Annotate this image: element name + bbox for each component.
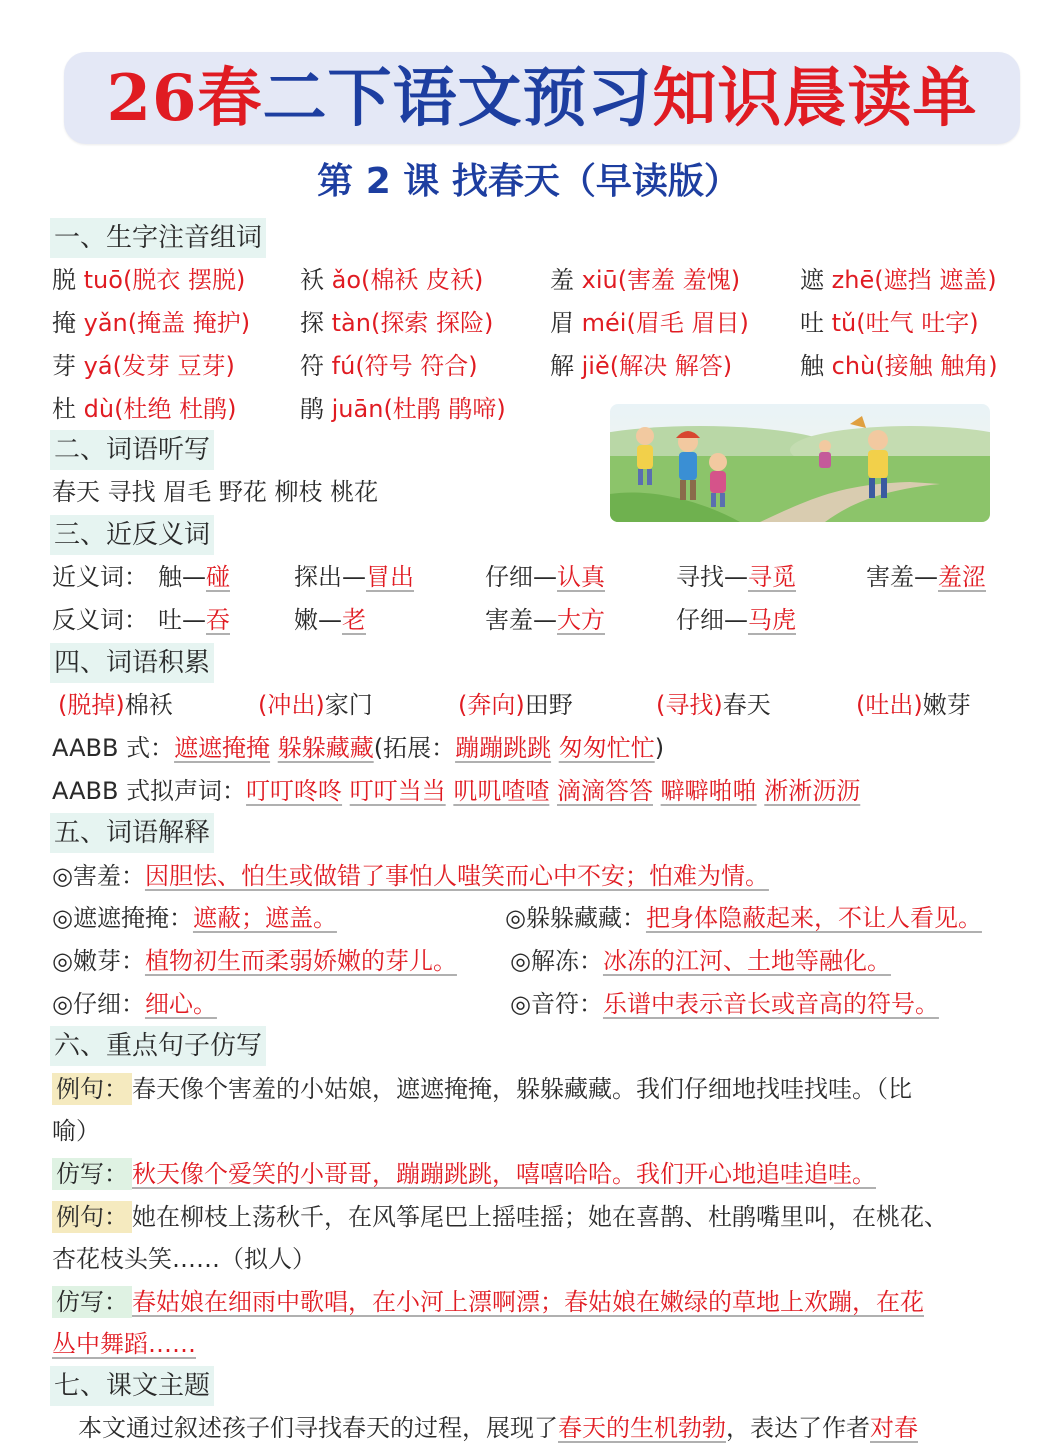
onomatopoeia-word: 噼噼啪啪 xyxy=(660,777,757,805)
pinyin: juān xyxy=(331,395,384,423)
definition-item xyxy=(52,898,337,938)
pinyin: jiě xyxy=(581,352,610,380)
imitation-text: 秋天像个爱笑的小哥哥，蹦蹦跳跳，嘻嘻哈哈。我们开心地追哇追哇。 xyxy=(132,1160,876,1188)
word-examples: (害羞 羞愧) xyxy=(617,266,741,294)
definition-text: 遮蔽；遮盖。 xyxy=(192,904,337,932)
imitation-text-cont: 丛中舞蹈…… xyxy=(52,1330,196,1358)
word-examples: (探索 探险) xyxy=(370,309,494,337)
word-examples: (符号 符合) xyxy=(355,352,478,380)
phrase-pair xyxy=(458,685,573,725)
page-title xyxy=(64,56,1020,142)
pair-answer: 冒出 xyxy=(366,563,414,591)
character-entry xyxy=(52,303,250,343)
ant-pair xyxy=(158,600,230,640)
example-sentence-2 xyxy=(52,1197,948,1237)
onomatopoeia-word: 滴滴答答 xyxy=(556,777,653,805)
character-entry xyxy=(52,346,235,386)
example-label: 例句： xyxy=(52,1201,132,1233)
example-text: 春天像个害羞的小姑娘，遮遮掩掩，躲躲藏藏。我们仔细地找哇找哇。（比 xyxy=(132,1075,912,1103)
definition-item xyxy=(52,941,457,981)
example-label: 例句： xyxy=(52,1073,132,1105)
syn-pair xyxy=(294,557,414,597)
pinyin: méi xyxy=(581,309,627,337)
aabb-word: 遮遮掩掩 xyxy=(174,734,271,762)
pair-word: 触— xyxy=(158,563,206,591)
example-sentence-2-cont: 杏花枝头笑……（拟人） xyxy=(52,1245,316,1273)
pinyin: tàn xyxy=(331,309,371,337)
phrase-pair xyxy=(258,685,373,725)
dictation-words: 春天 寻找 眉毛 野花 柳枝 桃花 xyxy=(52,478,379,506)
imitation-sentence-2 xyxy=(52,1282,924,1322)
imitation-text: 春姑娘在细雨中歌唱，在小河上漂啊漂；春姑娘在嫩绿的草地上欢蹦，在花 xyxy=(132,1288,924,1316)
extension-open: (拓展： xyxy=(373,734,456,762)
section-3-heading: 三、近反义词 xyxy=(50,515,214,555)
pinyin: yá xyxy=(83,352,113,380)
character: 掩 xyxy=(52,309,76,337)
definition-term: ◎害羞： xyxy=(52,862,145,890)
pair-answer: 碰 xyxy=(206,563,230,591)
pair-answer: 认真 xyxy=(557,563,605,591)
phrase-verb: (寻找) xyxy=(656,691,723,719)
phrase-object: 嫩芽 xyxy=(922,691,971,719)
definition-term: ◎躲躲藏藏： xyxy=(505,904,646,932)
pinyin: zhē xyxy=(831,266,875,294)
imitation-sentence-1 xyxy=(52,1154,876,1194)
extension-close: ) xyxy=(654,734,665,762)
syn-pair xyxy=(485,557,605,597)
definition-text: 因胆怯、怕生或做错了事怕人嗤笑而心中不安；怕难为情。 xyxy=(144,862,769,890)
syn-label: 近义词： xyxy=(52,563,148,591)
definition-term: ◎嫩芽： xyxy=(52,947,145,975)
character: 芽 xyxy=(52,352,76,380)
character-entry xyxy=(52,260,245,300)
definition-item xyxy=(510,941,891,981)
phrase-verb: (吐出) xyxy=(856,691,923,719)
aabb-label: AABB 式： xyxy=(52,734,175,762)
onomatopoeia-word: 淅淅沥沥 xyxy=(764,777,861,805)
title-part-2: 二下语文预习 xyxy=(262,61,653,136)
character: 符 xyxy=(300,352,324,380)
extension-word: 匆匆忙忙 xyxy=(558,734,655,762)
syn-pair xyxy=(676,557,796,597)
pair-word: 害羞— xyxy=(866,563,938,591)
syn-pair xyxy=(866,557,986,597)
character-entry xyxy=(300,303,493,343)
spring-scene-image xyxy=(610,404,990,522)
character-entry xyxy=(550,260,740,300)
pinyin: tuō xyxy=(83,266,123,294)
character-entry xyxy=(300,346,478,386)
section-6-heading: 六、重点句子仿写 xyxy=(50,1026,266,1066)
character: 眉 xyxy=(550,309,574,337)
word-examples: (解决 解答) xyxy=(609,352,733,380)
word-examples: (吐气 吐字) xyxy=(856,309,979,337)
syn-pair xyxy=(158,557,230,597)
definition-item xyxy=(505,898,982,938)
pinyin: chù xyxy=(831,352,876,380)
title-part-1: 26春 xyxy=(106,61,263,136)
word-examples: (脱衣 摆脱) xyxy=(122,266,246,294)
onomatopoeia-label: AABB 式拟声词： xyxy=(52,777,247,805)
phrase-pair xyxy=(58,685,173,725)
phrase-verb: (冲出) xyxy=(258,691,325,719)
pair-answer: 大方 xyxy=(557,606,605,634)
character: 触 xyxy=(800,352,824,380)
section-4-heading: 四、词语积累 xyxy=(50,643,214,683)
character-entry xyxy=(52,389,236,429)
onomatopoeia-word: 叮叮当当 xyxy=(349,777,446,805)
pinyin: ǎo xyxy=(331,266,362,294)
character-entry xyxy=(300,260,483,300)
pinyin: tǔ xyxy=(831,309,857,337)
character: 羞 xyxy=(550,266,574,294)
pair-answer: 老 xyxy=(342,606,366,634)
pinyin: xiū xyxy=(581,266,618,294)
pair-word: 仔细— xyxy=(485,563,557,591)
word-examples: (杜鹃 鹃啼) xyxy=(383,395,506,423)
onomatopoeia-word: 叮叮咚咚 xyxy=(246,777,343,805)
definition-item xyxy=(52,984,217,1024)
pair-word: 害羞— xyxy=(485,606,557,634)
ant-pair xyxy=(485,600,605,640)
word-examples: (掩盖 掩护) xyxy=(127,309,251,337)
word-examples: (发芽 豆芽) xyxy=(112,352,235,380)
pair-answer: 吞 xyxy=(206,606,230,634)
definition-term: ◎遮遮掩掩： xyxy=(52,904,193,932)
definition-item xyxy=(510,984,939,1024)
example-sentence-1-cont: 喻） xyxy=(52,1117,100,1145)
section-1-heading: 一、生字注音组词 xyxy=(50,218,266,258)
phrase-object: 家门 xyxy=(324,691,373,719)
example-sentence-1 xyxy=(52,1069,912,1109)
definition-text: 冰冻的江河、土地等融化。 xyxy=(602,947,891,975)
section-2-heading: 二、词语听写 xyxy=(50,430,214,470)
pair-answer: 寻觅 xyxy=(748,563,796,591)
section-5-heading: 五、词语解释 xyxy=(50,813,214,853)
definition-item xyxy=(52,856,769,896)
phrase-object: 田野 xyxy=(524,691,573,719)
character: 鹃 xyxy=(300,395,324,423)
character: 杜 xyxy=(52,395,76,423)
phrase-object: 棉袄 xyxy=(124,691,173,719)
pinyin: fú xyxy=(331,352,356,380)
word-examples: (棉袄 皮袄) xyxy=(361,266,484,294)
aabb-word: 躲躲藏藏 xyxy=(277,734,374,762)
section-7-heading: 七、课文主题 xyxy=(50,1366,214,1406)
character-entry xyxy=(550,303,749,343)
example-text: 她在柳枝上荡秋千，在风筝尾巴上摇哇摇；她在喜鹊、杜鹃嘴里叫，在桃花、 xyxy=(132,1203,948,1231)
ant-pair xyxy=(676,600,796,640)
extension-word: 蹦蹦跳跳 xyxy=(455,734,552,762)
theme-text-part: 本文通过叙述孩子们寻找春天的过程，展现了 xyxy=(78,1414,558,1442)
pinyin: yǎn xyxy=(83,309,128,337)
character-entry xyxy=(550,346,732,386)
definition-text: 细心。 xyxy=(144,990,217,1018)
character: 脱 xyxy=(52,266,76,294)
ant-pair xyxy=(294,600,366,640)
character: 吐 xyxy=(800,309,824,337)
ant-label: 反义词： xyxy=(52,606,148,634)
onomatopoeia-word: 叽叽喳喳 xyxy=(453,777,550,805)
word-examples: (杜绝 杜鹃) xyxy=(114,395,237,423)
definition-term: ◎仔细： xyxy=(52,990,145,1018)
title-part-3: 知识晨读单 xyxy=(652,61,978,136)
imitation-label: 仿写： xyxy=(52,1286,132,1318)
definition-text: 把身体隐蔽起来，不让人看见。 xyxy=(645,904,982,932)
character: 探 xyxy=(300,309,324,337)
character-entry xyxy=(300,389,506,429)
word-examples: (接触 触角) xyxy=(875,352,998,380)
character-entry xyxy=(800,260,997,300)
phrase-verb: (奔向) xyxy=(458,691,525,719)
phrase-verb: (脱掉) xyxy=(58,691,125,719)
pair-word: 嫩— xyxy=(294,606,342,634)
child-figure-4 xyxy=(819,440,831,468)
phrase-pair xyxy=(656,685,771,725)
definition-term: ◎解冻： xyxy=(510,947,603,975)
imitation-sentence-2-cont xyxy=(52,1324,196,1364)
definition-text: 植物初生而柔弱娇嫩的芽儿。 xyxy=(144,947,457,975)
pinyin: dù xyxy=(83,395,115,423)
word-examples: (遮挡 遮盖) xyxy=(874,266,997,294)
onomatopoeia-row xyxy=(52,771,860,811)
phrase-object: 春天 xyxy=(722,691,771,719)
aabb-row xyxy=(52,728,664,768)
character-entry xyxy=(800,346,998,386)
definition-text: 乐谱中表示音长或音高的符号。 xyxy=(602,990,939,1018)
theme-highlight: 对春 xyxy=(870,1414,918,1442)
pair-word: 吐— xyxy=(158,606,206,634)
character: 袄 xyxy=(300,266,324,294)
theme-text-part: ，表达了作者 xyxy=(726,1414,870,1442)
pair-answer: 羞涩 xyxy=(938,563,986,591)
character-entry xyxy=(800,303,979,343)
word-examples: (眉毛 眉目) xyxy=(626,309,749,337)
pair-word: 仔细— xyxy=(676,606,748,634)
character: 遮 xyxy=(800,266,824,294)
pair-word: 探出— xyxy=(294,563,366,591)
children-illustration xyxy=(610,404,990,522)
phrase-pair xyxy=(856,685,971,725)
definition-term: ◎音符： xyxy=(510,990,603,1018)
theme-highlight: 春天的生机勃勃 xyxy=(558,1414,726,1442)
pair-answer: 马虎 xyxy=(748,606,796,634)
character: 解 xyxy=(550,352,574,380)
pair-word: 寻找— xyxy=(676,563,748,591)
lesson-subtitle: 第 2 课 找春天（早读版） xyxy=(317,161,740,202)
imitation-label: 仿写： xyxy=(52,1158,132,1190)
theme-text xyxy=(78,1408,918,1448)
